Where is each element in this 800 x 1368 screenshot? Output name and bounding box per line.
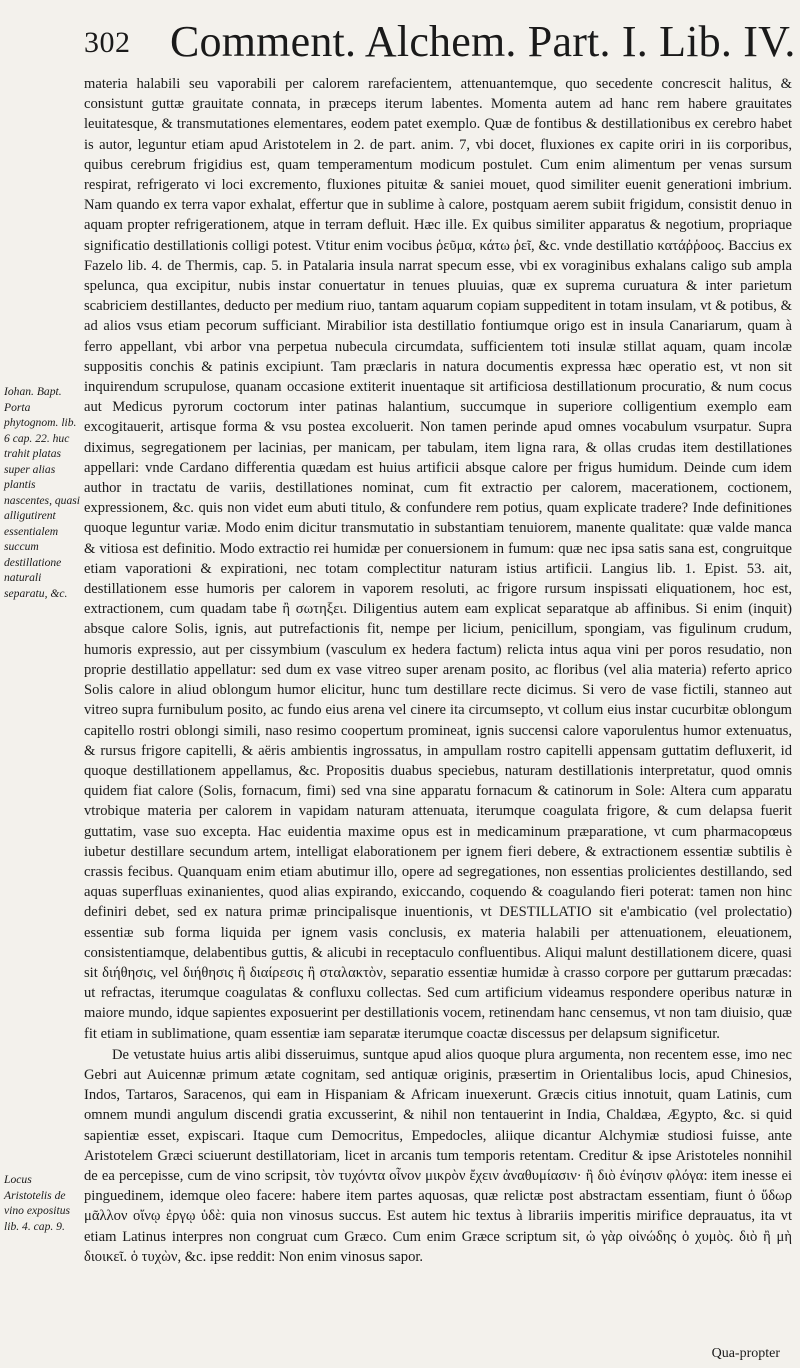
paragraph-vetustate: De vetustate huius artis alibi disseruimus, suntque apud alios quoque plura argumenta, non recentem esse, imo nec Gebri aut Auicennæ primum ætate cognitam, sed antiquæ originis, præsertim in Orientalibus locis, apud Chinesios, Indos, Tartaros, Saracenos, qui eam in Hispaniam & Africam inuexerunt. Græcis citius innotuit, quam Latinis, cum omnem mundi angulum discendi gratia excusserint, & nihil non tentauerint in India, Chaldæa, Ægypto, &c. si quid sapientiæ esset, expiscari. Itaque cum Democritus, Empedocles, aliique dicantur Alchymiæ studiosi fuisse, ante Aristotelem Græci sciuerunt destillatoriam, licet in arcanis tum temporis retentam. Creditur & ipse Aristoteles nonnihil de ea percepisse, cum de vino scripsit, τὸν τυχόντα οἶνον μικρὸν ἔχειν ἀναθυμίασιν· ἢ διὸ ἐνίησιν φλόγα: item inesse ei pinguedinem, idemque oleo facere: habere item partes aquosas, quæ relictæ post abstractam essentiam, fiunt ὁ ὕδωρ μᾶλλον οἴνῳ ἐργῳ ὑδὲ: quia non vinosus succus. Est autem hic textus à librariis imperitis mirifice deprauatus, ita vt etiam Latinus interpres non congruat cum Græco. Cum enim Græce scriptum sit, ὡ γὰρ οἰνώδης ὁ χυμὸς. διὸ ἢ μὴ διοικεῖ. ὁ τυχὼν, &c. ipse reddit: Non enim vinosus sapor. — [84, 1046, 792, 1265]
catchword: Qua-propter — [711, 1346, 780, 1361]
page-header — [84, 12, 796, 70]
running-title: Comment. Alchem. Part. I. Lib. IV. — [170, 17, 796, 66]
page-number: 302 — [84, 26, 131, 59]
main-text-block — [84, 74, 792, 1267]
margin-note-aristoteles: Locus Aristotelis de vino expositus lib. 4. cap. 9. — [4, 1173, 71, 1233]
margin-note-porta: Iohan. Bapt. Porta phytognom. lib. 6 cap. 22. huc trahit platas super alias plantis nascentes, quasi alligutirent essentialem succum destillatione naturali separatu, &c. — [4, 385, 80, 600]
paragraph-destillatio: materia halabili seu vaporabili per calorem rarefacientem, attenuantemque, quo secedente concrescit halitus, & consistunt guttæ grauitate connata, in præceps iterum labentes. Momenta autem ad hanc rem habere grauitates leuitatesque, & transmutationes elementares, eodem patet exemplo. Quæ de fontibus & destillationibus ex cerebro habet is autor, leguntur etiam apud Aristotelem in 2. de part. anim. 7, vbi docet, fluxiones ex capite oriri in iis corporibus, quibus cerebrum frigidius est, quam temperamentum modicum postulet. Cum enim alimentum per venas sursum respirat, refrigerato vi loci excremento, fluxiones pituitæ & saniei mouet, quod similiter euenit generationi imbrium. Nam quando ex terra vapor exhalat, effertur que in sublime à calore, postquam aerem subiit frigidum, consistit denuo in aquam propter refrigerationem, atque in terram defluit. Hæc ille. Ex quibus similiter apparatus & negotium, propriaque significatio destillationis colligi potest. Vtitur enim vocibus ῥεῦμα, κάτω ῥεῖ, &c. vnde destillatio κατάῤῥοος. Baccius ex Fazelo lib. 4. de Thermis, cap. 5. in Patalaria insula narrat specum esse, vbi ex voraginibus exhalans caligo sub ampla spelunca, qua excipitur, nubis instar conuertatur in tenues pluuias, quæ ex suprema curuatura & inter parietum scabriciem destillantes, deducto per medium riuo, tantam aquarum copiam suppeditent in totam insulam, vt & potibus, & ad alios vsus etiam pecorum sufficiant. Mirabilior ista destillatio fontiumque origo est in insula Canariarum, quam à ferro appellant, vbi arbor vna perpetua nubecula circumdata, sufficientem toti insulæ stillat aquam, quam incolæ suppositis conchis & patinis excipiunt. Tam præclaris in natura documentis expressa hæc operatio est, vt non sit inquirendum scrupulose, quanam occasione extiterit inuentaque sit artificiosa destillationum procuratio, & num cocus aut Medicus pyrorum coctorum inter patinas halantium, succumque in superiore colligentium exemplo eam excogitauerit, artisque forma & vsu postea excoluerit. Non tamen perinde apud omnes vocabulum vsurpatur. Supra diximus, segregationem per lacinias, per manicam, per tabulam, item ligna rara, & ollas crudas item destillationes appellari: vnde Cardano differentia quædam est huius artificii absque calore per frigus humidum. Deinde cum idem author in tractatu de variis, destillationes nominat, cum fit extractio per calorem, macerationem, coctionem, expressionem, &c. quis non videt eum abuti titulo, & confundere rem potius, quam explicate tradere? Inde definitiones quoque leguntur variæ. Modo enim dicitur transmutatio in substantiam tenuiorem, manente qualitate: quæ valde manca & vitiosa est definitio. Modo extractio rei humidæ per conuersionem in fumum: quæ nec ipsa satis sana est, congruitque etiam vaporationi & expirationi, nec totam complectitur naturam istius artificii. Langius lib. 1. Epist. 53. ait, destillationem esse humoris per calorem in vaporem resoluti, ac frigore rursum inspissati eliquationem, hoc est, extractionem, cum quadam tabe ἢ σωτηξει. Diligentius autem eam explicat separatque ab affinibus. Si enim (inquit) absque calore Solis, ignis, aut putrefactionis fit, nempe per licium, penicillum, spongiam, vas figulinum crudum, humoris expressio, aut per cissymbium (vasculum ex hedera factum) relicta intus aqua vini per poros resudatio, non proprie destillatio appellatur: sed dum ex vase vitreo super arenam posito, ac floribus (vel alia materia) referto aprico Solis calore in aliud oblongum humor elicitur, hunc tum destillare recte dicimus. Si vero de vase fictili, stanneo aut vitreo supra furnibulum posito, ac fundo eius arena vel cinere ita circumsepto, vt collum eius instar cucurbitæ oblongum capitello rostri oblongi simili, naso resimo coopertum promineat, ignis succensi calore vaporulentus humor extenuatus, & rursus frigore capitelli, & aëris ambientis ingrossatus, in ampullam rostro capitelli appensam guttatim defluxerit, id quoque destillationem appellamus, &c. Propositis duabus speciebus, naturam destillationis interpretatur, quod omnis quidem fiat calore (Solis, fornacum, fimi) sed vna sine apparatu fornacum & catinorum in Sole: Altera cum apparatu vtrobique materia per calorem in vapidam naturam attenuata, iterumque coagulata frigore, & cum delapsa fuerit guttatim, vase suo excepta. Hac euidentia maxime opus est in medicaminum præparatione, vt cum pharmacopœus iubetur destillare secundum artem, intelligat elaborationem per ignem fieri debere, & extractionem essentiæ subtilis è crassis fecibus. Quanquam enim etiam abutimur illo, opere ad segregationes, non essentias prolicientes destillando, sed aquas superfluas exinanientes, quod alias expirando, exiccando, coquendo & coagulando fieri poterat: tamen non hinc definiri debet, sed ex natura primæ principalisque inuentionis, vt DESTILLATIO sit e'ambicatio (vel prolectatio) essentiæ sub forma liquida per ignem vasis conclusis, ex materia halabili per attenuationem, eleuationem, consistentiamque, delabentibus guttis, & alicubi in receptaculo confluentibus. Aliqui malunt destillationem dicere, quasi sit διήθησις, vel διήθησις ἢ διαίρεσις ἢ σταλακτὸν, separatio essentiæ humidæ à crasso corpore per guttarum præcadas: ut refractas, iterumque coagulatas & confluxu collectas. Sed cum artificium videamus respondere operibus naturæ in maiore mundo, idque sapientes exposuerint per destillationis vocem, retinendam hanc censemus, vt non tam diuisio, quæ fit etiam in sublimatione, quam essentiæ iam separatæ iterumque coactæ discessus per delapsum significetur. — [84, 76, 792, 1042]
